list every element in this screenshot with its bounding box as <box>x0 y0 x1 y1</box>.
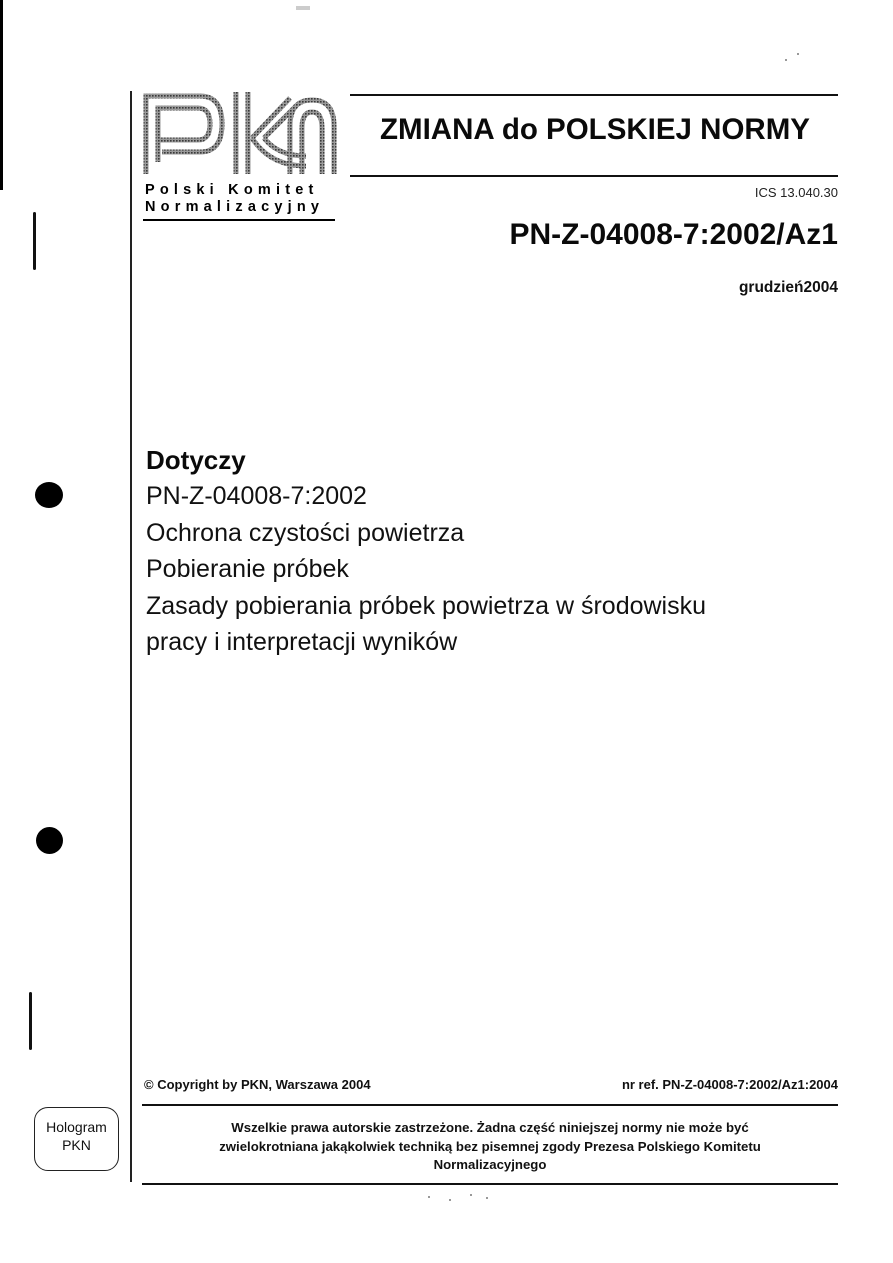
scan-speckle <box>785 59 787 61</box>
pkn-logo-mark-icon <box>140 86 338 178</box>
rights-line: zwielokrotniana jakąkolwiek techniką bez pisemnej zgody Prezesa Polskiego Komitetu <box>219 1138 761 1154</box>
header-rule-top <box>350 94 838 96</box>
scan-speckle <box>449 1199 451 1201</box>
hologram-placeholder <box>34 1107 119 1171</box>
binder-mark <box>29 992 32 1050</box>
logo-caption: Normalizacyjny <box>145 199 325 215</box>
concerns-block <box>146 442 846 661</box>
copyright-notice: © Copyright by PKN, Warszawa 2004 <box>144 1077 371 1092</box>
logo-caption: Polski Komitet <box>145 182 319 198</box>
footer-rule-bottom <box>142 1183 838 1185</box>
ics-code: ICS 13.040.30 <box>754 185 838 200</box>
rights-line: Normalizacyjnego <box>433 1157 547 1172</box>
scan-speckle <box>428 1196 430 1198</box>
rights-line: Wszelkie prawa autorskie zastrzeżone. Żadna część niniejszej normy nie może być <box>231 1120 749 1135</box>
referenced-norm: PN-Z-04008-7:2002 <box>146 482 367 510</box>
reference-number: nr ref. PN-Z-04008-7:2002/Az1:2004 <box>621 1077 838 1092</box>
document-type-title: ZMIANA do POLSKIEJ NORMY <box>380 113 810 146</box>
margin-rule <box>130 91 132 1182</box>
scan-speckle <box>296 6 310 10</box>
concerns-heading: Dotyczy <box>146 445 246 475</box>
publication-date: grudzień2004 <box>738 279 838 296</box>
footer-rule-top <box>142 1104 838 1106</box>
scan-speckle <box>797 53 799 55</box>
binder-mark <box>33 212 36 270</box>
pkn-logo <box>140 86 338 178</box>
scan-edge-artifact <box>0 0 3 190</box>
norm-subject: Pobieranie próbek <box>146 555 349 583</box>
norm-subject: pracy i interpretacji wyników <box>146 628 458 656</box>
scan-speckle <box>486 1197 488 1199</box>
norm-subject: Ochrona czystości powietrza <box>146 518 465 547</box>
norm-subject: Zasady pobierania próbek powietrza w środowisku <box>146 591 707 620</box>
hologram-label: PKN <box>62 1137 91 1153</box>
scan-speckle <box>470 1194 472 1196</box>
logo-underline <box>143 219 335 221</box>
rights-notice <box>142 1119 838 1175</box>
hologram-label: Hologram <box>46 1119 107 1135</box>
punch-hole <box>36 827 63 854</box>
norm-number: PN-Z-04008-7:2002/Az1 <box>509 218 838 251</box>
header-rule-bottom <box>350 175 838 177</box>
punch-hole <box>35 482 63 508</box>
